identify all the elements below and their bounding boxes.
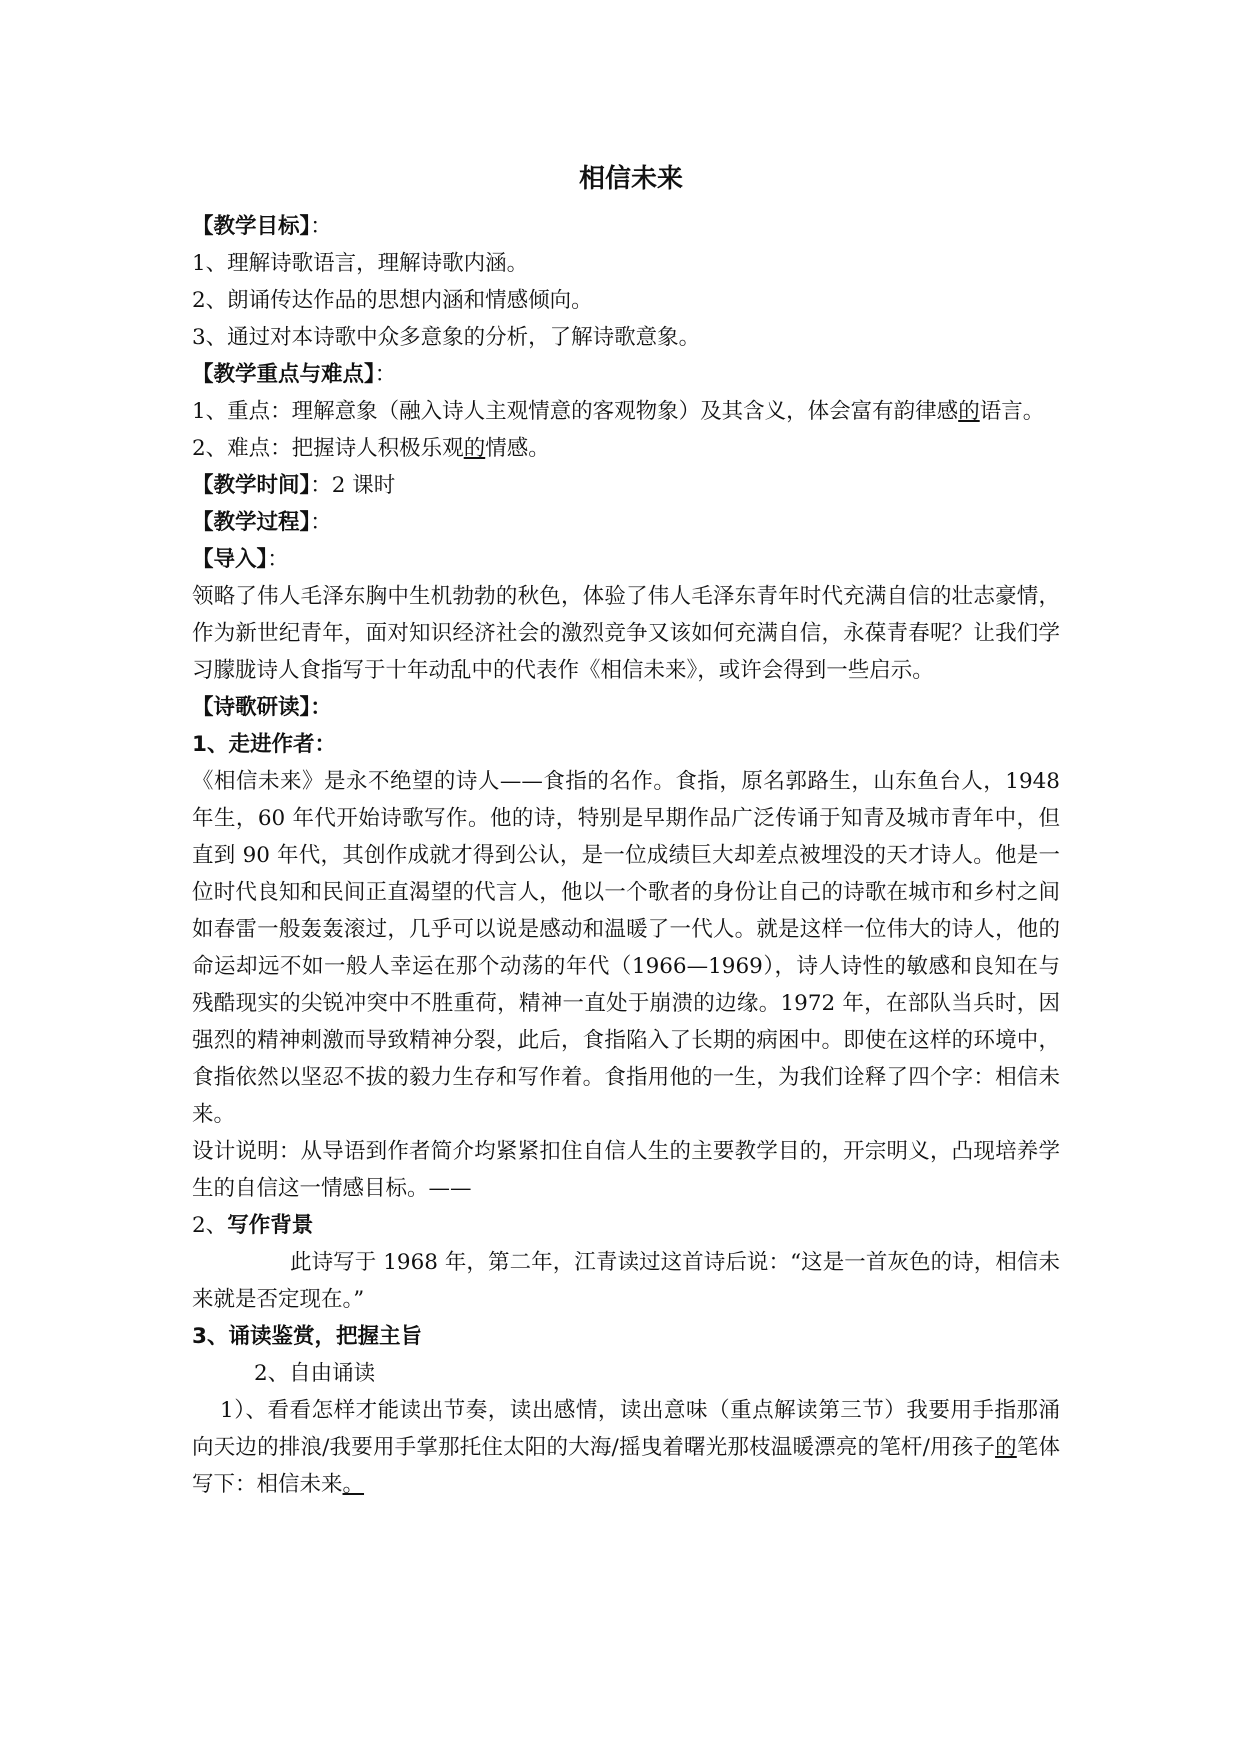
keypoint-2-text-end: 情感。: [485, 436, 550, 461]
process-colon: ：: [310, 510, 332, 535]
reading-underlined: 的: [995, 1435, 1017, 1460]
keypoints-heading-line: [192, 356, 1060, 393]
intro-heading: 【导入】: [192, 547, 268, 572]
time-heading: 【教学时间】: [192, 473, 311, 498]
keypoint-1-text: 1、重点：理解意象（融入诗人主观情意的客观物象）及其含义，体会富有韵律感: [192, 399, 959, 424]
keypoint-item-2: [192, 430, 1060, 467]
study-heading-line: [192, 689, 1060, 726]
intro-colon: ：: [267, 547, 289, 572]
goal-item: 3、通过对本诗歌中众多意象的分析，了解诗歌意象。: [192, 325, 701, 350]
process-line: [192, 504, 1060, 541]
keypoints-colon: ：: [374, 362, 397, 387]
reading-paragraph: [192, 1392, 1060, 1503]
keypoint-1-underlined: 的: [958, 399, 980, 424]
design-note-paragraph: 设计说明：从导语到作者简介均紧紧扣住自信人生的主要教学目的，开宗明义，凸现培养学生的自信这一情感目标。——: [192, 1139, 1060, 1201]
intro-heading-line: [192, 541, 1060, 578]
section-1-heading: 1、走进作者：: [192, 732, 336, 757]
goals-colon: ：: [310, 214, 332, 239]
intro-paragraph: 领略了伟人毛泽东胸中生机勃勃的秋色，体验了伟人毛泽东青年时代充满自信的壮志豪情，作为新世纪青年，面对知识经济社会的激烈竞争又该如何充满自信，永葆青春呢？让我们学习朦胧诗人食指写于十年动乱中的代表作《相信未来》，或许会得到一些启示。: [192, 584, 1060, 683]
study-colon: ：: [310, 695, 332, 720]
free-read-line: 2、自由诵读: [254, 1361, 376, 1386]
keypoint-2-text: 2、难点：把握诗人积极乐观: [192, 436, 464, 461]
study-heading: 【诗歌研读】: [192, 695, 311, 720]
keypoints-heading: 【教学重点与难点】: [192, 362, 375, 387]
keypoint-1-text-end: 语言。: [979, 399, 1045, 424]
author-paragraph: 《相信未来》是永不绝望的诗人——食指的名作。食指，原名郭路生，山东鱼台人，1948 年生，60 年代开始诗歌写作。他的诗，特别是早期作品广泛传诵于知青及城市青年中，但直到 90 年代，其创作成就才得到公认，是一位成绩巨大却差点被埋没的天才诗人。他是一位时代良知和民间正直渴望的代言人，他以一个歌者的身份让自己的诗歌在城市和乡村之间如春雷一般轰轰滚过，几乎可以说是感动和温暖了一代人。就是这样一位伟大的诗人，他的命运却远不如一般人幸运在那个动荡的年代（1966—1969），诗人诗性的敏感和良知在与残酷现实的尖锐冲突中不胜重荷，精神一直处于崩溃的边缘。1972 年，在部队当兵时，因强烈的精神刺激而导致精神分裂，此后，食指陷入了长期的病困中。即使在这样的环境中，食指依然以坚忍不拔的毅力生存和写作着。食指用他的一生，为我们诠释了四个字：相信未来。: [192, 769, 1060, 1127]
reading-text-end: 笔体写下：相信未来: [192, 1435, 1060, 1497]
background-paragraph: 此诗写于 1968 年，第二年，江青读过这首诗后说：“这是一首灰色的诗，相信未来就是否定现在。”: [192, 1250, 1060, 1312]
document-page: [192, 150, 1060, 1503]
goals-heading-line: [192, 208, 1060, 245]
section-3-heading: 3、诵读鉴赏，把握主旨: [192, 1324, 422, 1349]
goals-heading: 【教学目标】: [192, 214, 311, 239]
keypoint-item-1: [192, 393, 1060, 430]
section-2-heading: 写作背景: [227, 1213, 314, 1238]
process-heading: 【教学过程】: [192, 510, 311, 535]
reading-text: 1）、看看怎样才能读出节奏，读出感情，读出意味（重点解读第三节）我要用手指那涌向天边的排浪/我要用手掌那托住太阳的大海/摇曳着曙光那枝温暖漂亮的笔杆/用孩子: [192, 1398, 1060, 1460]
time-line: [192, 467, 1060, 504]
keypoint-2-underlined: 的: [463, 436, 486, 461]
section-2-heading-line: [192, 1207, 1060, 1244]
page-title: 相信未来: [578, 164, 683, 194]
goal-item: 2、朗诵传达作品的思想内涵和情感倾向。: [192, 288, 593, 313]
section-2-number: 2、: [192, 1213, 228, 1238]
time-value: ：2 课时: [310, 473, 396, 498]
goal-item: 1、理解诗歌语言，理解诗歌内涵。: [192, 251, 529, 276]
reading-final-mark: 。: [342, 1472, 365, 1497]
